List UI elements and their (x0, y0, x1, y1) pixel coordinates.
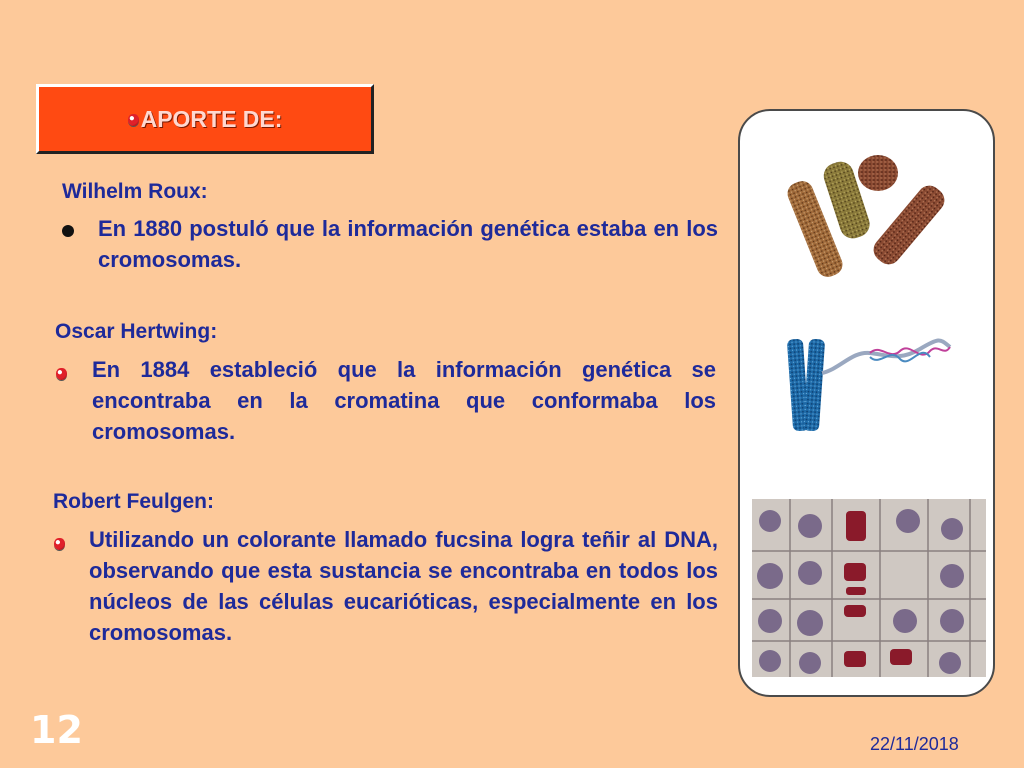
heading-robert-feulgen: Robert Feulgen: (53, 490, 214, 513)
heading-oscar-hertwing: Oscar Hertwing: (55, 320, 218, 343)
chromosomes-image (784, 155, 949, 280)
gem-bullet-icon (56, 368, 67, 380)
bullet-dot-icon (62, 225, 74, 237)
gem-bullet-icon (54, 538, 65, 550)
text-oscar-hertwing: En 1884 estableció que la información genética se encontraba en la cromatina que conformaba los cromosomas. (92, 357, 716, 444)
image-panel (738, 109, 995, 697)
title (128, 106, 283, 133)
image-panel-art (740, 111, 995, 697)
title-box (36, 84, 374, 154)
chromosome-dna-image (787, 339, 950, 432)
heading-wilhelm-roux: Wilhelm Roux: (62, 180, 208, 203)
title-label: APORTE DE: (140, 105, 283, 132)
slide-date: 22/11/2018 (870, 734, 959, 754)
gem-bullet-icon (128, 114, 139, 126)
text-wilhelm-roux: En 1880 postuló que la información genética estaba en los cromosomas. (98, 216, 718, 272)
slide-number: 12 (30, 708, 83, 752)
text-robert-feulgen: Utilizando un colorante llamado fucsina logra teñir al DNA, observando que esta sustancia se encontraba en todos los núcleos de las células eucarióticas, especialmente en los cromosomas. (89, 527, 718, 645)
stained-cells-micrograph (752, 499, 986, 677)
